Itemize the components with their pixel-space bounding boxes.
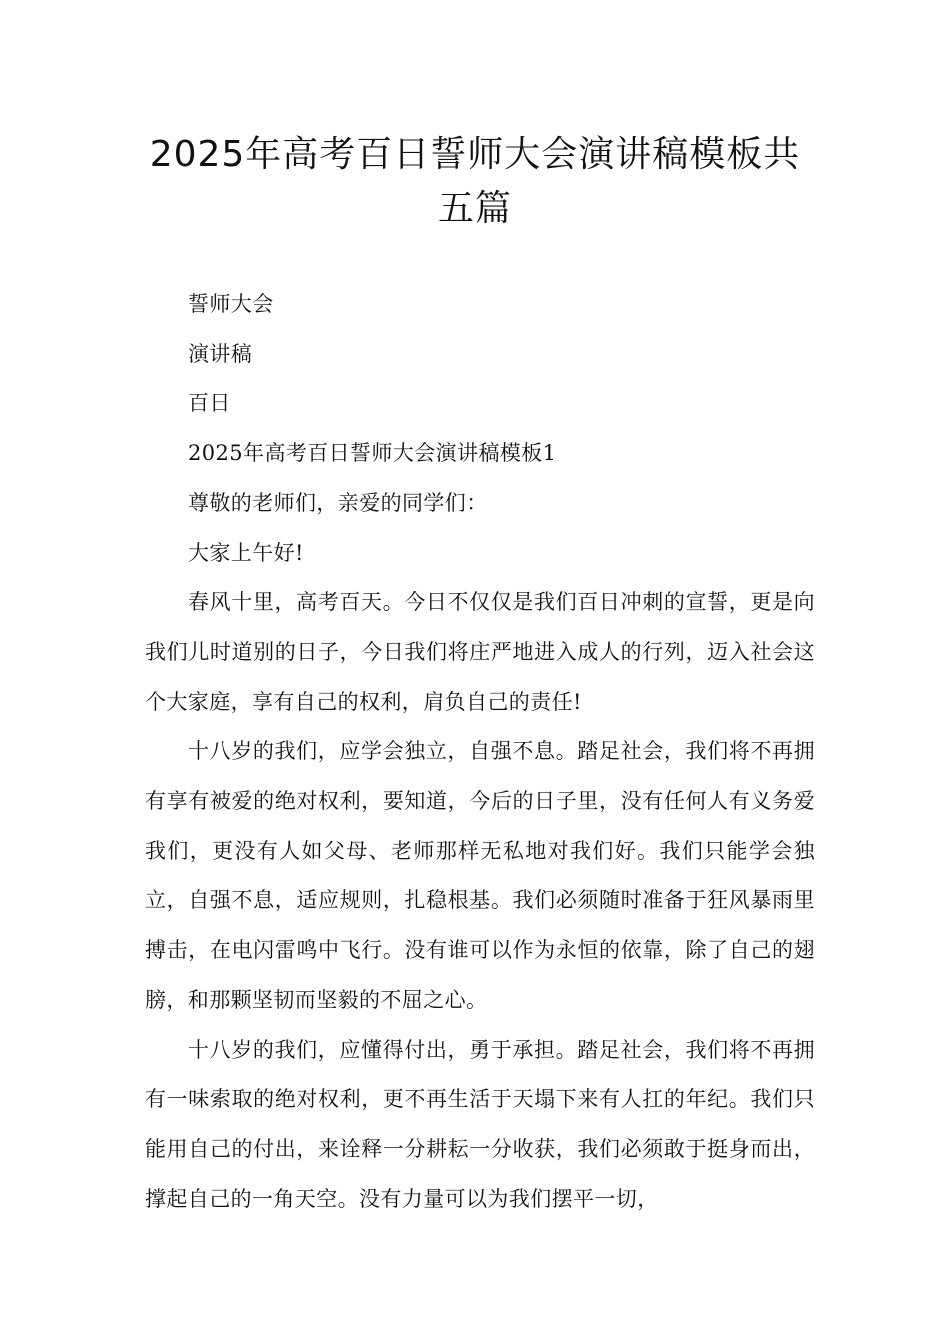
opening: 大家上午好! xyxy=(188,540,304,565)
keyword-1: 誓师大会 xyxy=(188,292,274,316)
document-body xyxy=(145,280,815,1224)
paragraph-3: 十八岁的我们，应懂得付出，勇于承担。踏足社会，我们将不再拥有一味索取的绝对权利，更不再生活于天塌下来有人扛的年纪。我们只能用自己的付出，来诠释一分耕耘一分收获，我们必须敢于挺身而出，撑起自己的一角天空。没有力量可以为我们摆平一切， xyxy=(145,1037,815,1211)
title-line-1: 2025年高考百日誓师大会演讲稿模板共 xyxy=(149,134,801,175)
keyword-3: 百日 xyxy=(188,391,231,416)
keyword-2: 演讲稿 xyxy=(188,341,253,366)
paragraph-1: 春风十里，高考百天。今日不仅仅是我们百日冲刺的宣誓，更是向我们儿时道别的日子，今日我们将庄严地进入成人的行列，迈入社会这个大家庭，享有自己的权利，肩负自己的责任! xyxy=(145,590,815,714)
document-title xyxy=(120,128,830,236)
paragraph-2: 十八岁的我们，应学会独立，自强不息。踏足社会，我们将不再拥有享有被爱的绝对权利，要知道，今后的日子里，没有任何人有义务爱我们，更没有人如父母、老师那样无私地对我们好。我们只能学会独立，自强不息，适应规则，扎稳根基。我们必须随时准备于狂风暴雨里搏击，在电闪雷鸣中飞行。没有谁可以作为永恒的依靠，除了自己的翅膀，和那颗坚韧而坚毅的不屈之心。 xyxy=(145,739,815,1012)
section-subtitle: 2025年高考百日誓师大会演讲稿模板1 xyxy=(188,441,557,466)
greeting: 尊敬的老师们，亲爱的同学们： xyxy=(188,490,488,515)
title-line-2: 五篇 xyxy=(437,188,512,229)
